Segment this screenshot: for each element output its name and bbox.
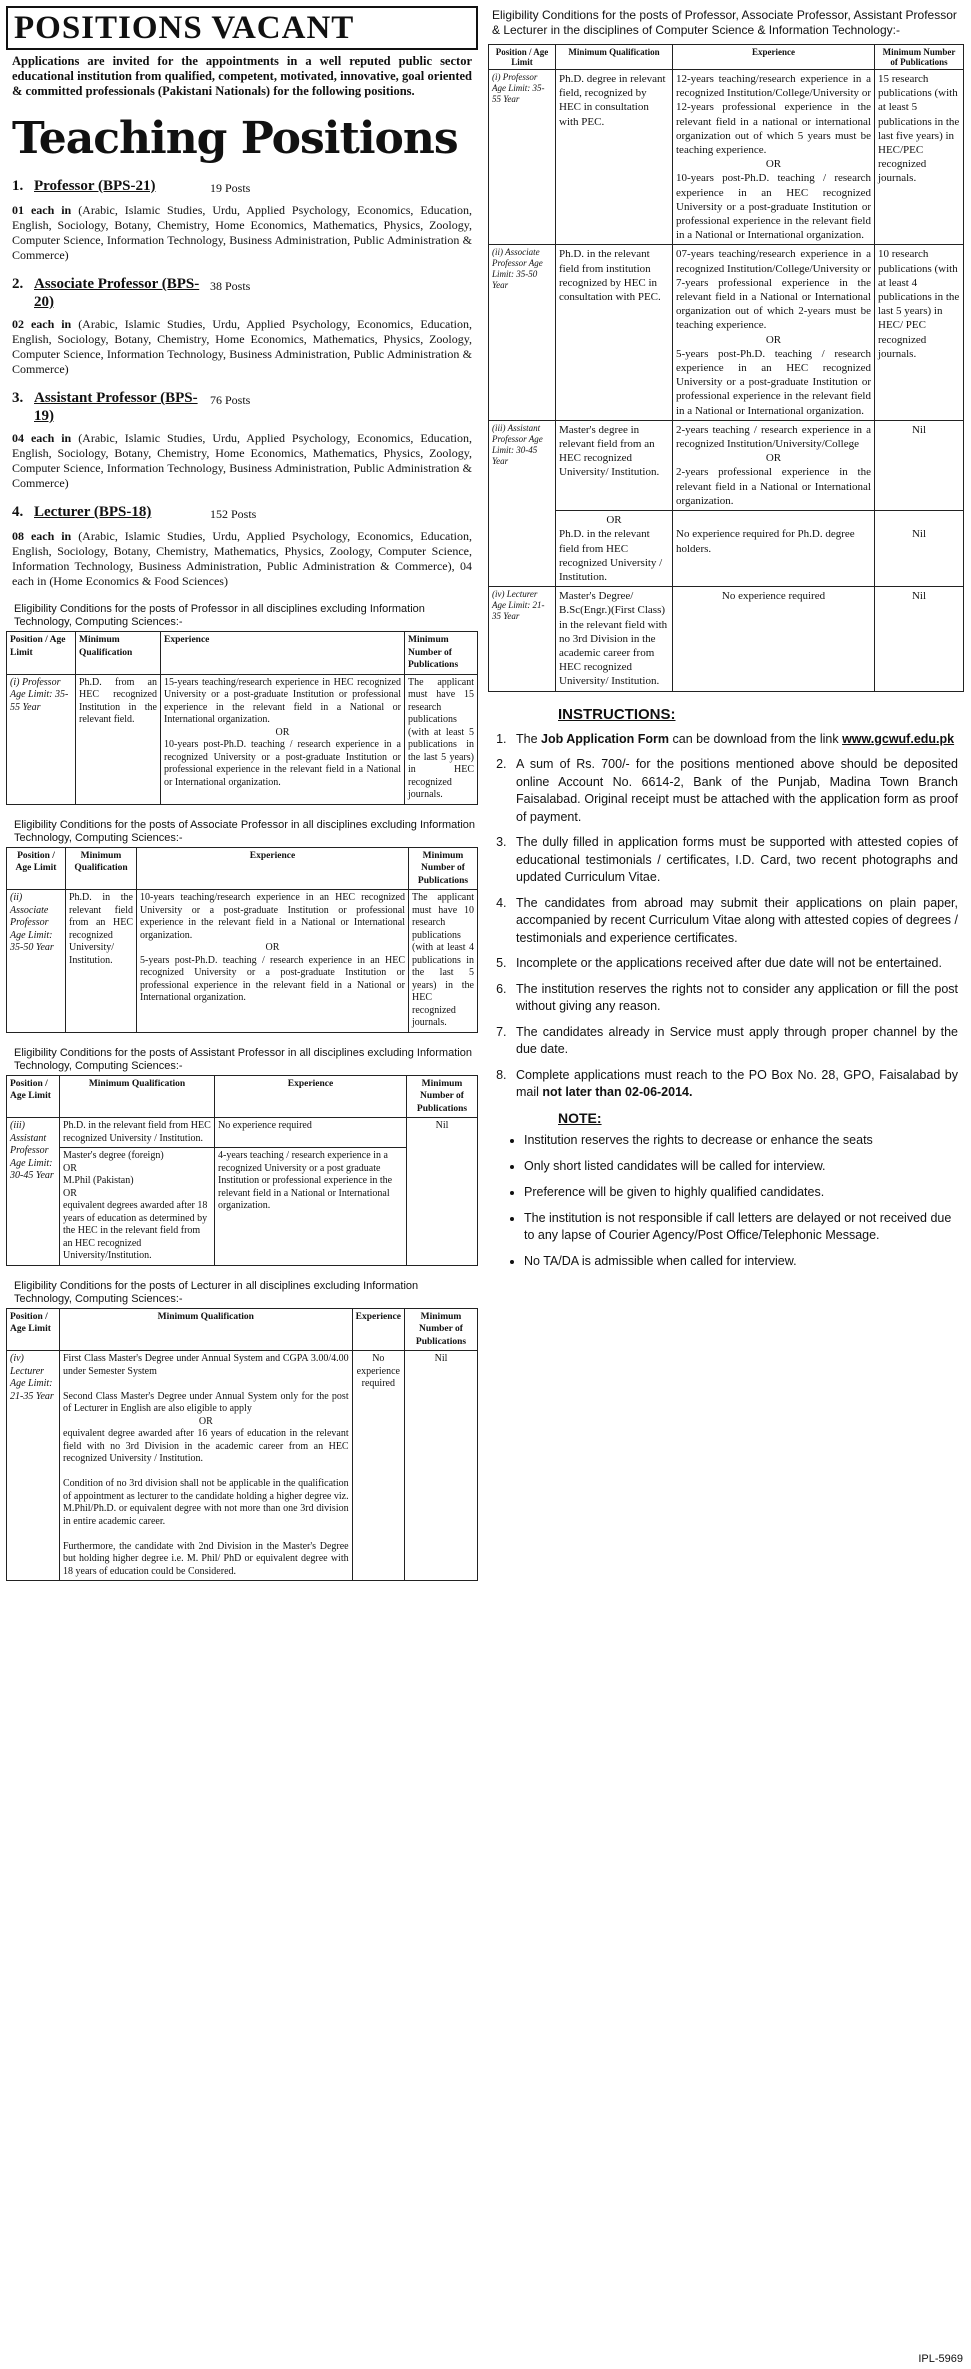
column-header: Experience: [673, 45, 875, 70]
experience-cell: 4-years teaching / research experience in a recognized University or a post graduate Institution or professional experience in the relevant field in a National or International organization.: [215, 1148, 407, 1266]
headline: POSITIONS VACANT: [6, 6, 478, 50]
post-disciplines: (Arabic, Islamic Studies, Urdu, Applied Psychology, Economics, Education, English, Sociology, Botany, Chemistry, Mathematics, Physics, Zoology, Computer Science, Information Technology, Business Administration, Public Administration & Commerce), 04 each in (Home Economics & Food Sciences): [12, 529, 472, 588]
experience-text: 10-years post-Ph.D. teaching / research experience in a recognized University or a post-graduate Institution or professional experience in the relevant field in a National or International organization.: [164, 739, 401, 788]
instructions-title: INSTRUCTIONS:: [558, 705, 676, 723]
post-lead: 01 each in: [12, 203, 72, 217]
qualification-text: Second Class Master's Degree under Annual System only for the post of Lecturer in English are also eligible to apply: [63, 1390, 349, 1414]
cs-eligibility-table: [488, 44, 964, 692]
post-count: 76 Posts: [210, 393, 251, 407]
lecturer-eligibility-caption: Eligibility Conditions for the posts of Lecturer in all disciplines excluding Information Technology, Computing Sciences:-: [14, 1279, 419, 1305]
qualification-text: Ph.D. in the relevant field from HEC recognized University / Institution.: [559, 528, 663, 583]
column-header: Position / Age Limit: [7, 1308, 60, 1351]
instruction-text: The candidates from abroad may submit their applications on plain paper, accompanied by recent Curriculum Vitae along with attested copies of degrees / testimonials and experience certificates.: [516, 895, 958, 945]
publications-cell: 10 research publications (with at least 4 publications in the last 5 years) in HEC/ PEC recognized journals.: [875, 245, 964, 420]
list-item: • The institution is not responsible if call letters are delayed or not received due to any lapse of Courier Agency/Post Office/Telephonic Message.: [524, 1210, 958, 1244]
instruction-text: The candidates already in Service must apply through proper channel by the due date.: [516, 1024, 958, 1057]
post-title: Professor (BPS-21): [34, 178, 156, 194]
list-item: [510, 731, 958, 749]
left-column: [6, 6, 478, 1581]
note-title: NOTE:: [558, 1109, 602, 1126]
experience-text: 12-years teaching/research experience in a recognized Institution/College/University or 12-years professional experience in the relevant field in a national or international organization out of which 5 years must be teaching experience.: [676, 73, 871, 157]
column-header: Minimum Number of Publications: [409, 847, 478, 890]
experience-cell: No experience required: [673, 587, 875, 691]
qualification-cell: Ph.D. from an HEC recognized Institution in the relevant field.: [76, 674, 161, 804]
list-item: • Preference will be given to highly qualified candidates.: [524, 1184, 958, 1201]
qualification-cell: Master's degree in relevant field from an HEC recognized University/ Institution.: [556, 420, 673, 510]
experience-cell: [673, 511, 875, 587]
intro-text: Applications are invited for the appointments in a well reputed public sector educational institution from qualified, competent, motivated, innovative, goal oriented & committed professionals (Pakistani Nationals) for the following positions.: [12, 54, 472, 98]
column-header: Minimum Number of Publications: [875, 45, 964, 70]
or-label: OR: [765, 158, 782, 171]
assistant-eligibility-table: [6, 1075, 478, 1266]
column-header: Position / Age Limit: [489, 45, 556, 70]
column-header: Minimum Qualification: [556, 45, 673, 70]
associate-eligibility-caption: Eligibility Conditions for the posts of Associate Professor in all disciplines excluding Information Technology, Computing Sciences:-: [14, 818, 476, 844]
column-header: Minimum Qualification: [66, 847, 137, 890]
post-disciplines: (Arabic, Islamic Studies, Urdu, Applied Psychology, Economics, Education, English, Sociology, Botany, Chemistry, Home Economics, Mathematics, Physics, Zoology, Computer Science, Information Technology, Business Administration, Public Administration & Commerce): [12, 317, 472, 376]
table-row: [489, 420, 964, 510]
publications-cell: [875, 511, 964, 587]
publications-cell: The applicant must have 10 research publications (with at least 4 publications in the last 5 years) in the HEC recognized journals.: [409, 890, 478, 1033]
instruction-text: The dully filled in application forms must be supported with attested copies of educational testimonials / certificates, I.D. Card, two recent photographs and updated Curriculum Vitae.: [516, 835, 958, 885]
deadline-date: not later than 02-06-2014.: [542, 1085, 693, 1100]
experience-cell: No experience required: [352, 1351, 404, 1581]
qualification-cell: [60, 1148, 215, 1266]
qualification-cell: Ph.D. in the relevant field from HEC recognized University / Institution.: [60, 1118, 215, 1148]
column-header: Minimum Qualification: [60, 1075, 215, 1118]
position-cell: (ii) Associate Professor Age Limit: 35-50 Year: [7, 890, 66, 1033]
post-title: Associate Professor (BPS-20): [34, 276, 200, 310]
experience-cell: [137, 890, 409, 1033]
experience-text: No experience required for Ph.D. degree holders.: [676, 528, 855, 555]
experience-text: 15-years teaching/research experience in HEC recognized University or a post-graduate Institution or professional experience in the relevant field in a National or International organization.: [164, 676, 401, 725]
qualification-text: Master's degree (foreign): [63, 1150, 164, 1161]
publications-text: Nil: [911, 528, 927, 541]
qualification-text: Furthermore, the candidate with 2nd Division in the Master's Degree but holding higher degree i.e. M. Phil/ PhD or equivalent degree with 18 years of education could be Considered.: [63, 1540, 349, 1577]
instruction-text: A sum of Rs. 700/- for the positions mentioned above should be deposited online Account No. 6614-2, Bank of the Punjab, Madina Town Branch Faisalabad. Original receipt must be attached with the application form as proof of payment.: [516, 757, 958, 824]
column-header: Experience: [215, 1075, 407, 1118]
experience-text: 5-years post-Ph.D. teaching / research experience in an HEC recognized University or a post-graduate Institution or professional experience in the relevant field in a National or International organization.: [140, 954, 405, 1003]
post-disciplines: (Arabic, Islamic Studies, Urdu, Applied Psychology, Economics, Education, English, Sociology, Botany, Chemistry, Home Economics, Mathematics, Physics, Zoology, Computer Science, Information Technology, Business Administration, Public Administration & Commerce): [12, 203, 472, 262]
post-title: Lecturer (BPS-18): [34, 504, 152, 520]
column-header: Minimum Number of Publications: [405, 1308, 478, 1351]
instruction-text: The institution reserves the rights not to consider any application or fill the post without giving any reason.: [516, 981, 958, 1014]
associate-eligibility-table: [6, 847, 478, 1033]
post-count: 19 Posts: [210, 181, 251, 195]
qualification-cell: Ph.D. degree in relevant field, recognized by HEC in consultation with PEC.: [556, 70, 673, 245]
right-column: [488, 6, 964, 1279]
column-header: Minimum Number of Publications: [407, 1075, 478, 1118]
professor-eligibility-table: [6, 631, 478, 805]
publications-cell: Nil: [875, 587, 964, 691]
table-row: [7, 1118, 478, 1148]
or-label: OR: [606, 514, 622, 527]
post-number: 3.: [12, 390, 24, 406]
lecturer-eligibility-table: [6, 1308, 478, 1582]
experience-cell: [673, 245, 875, 420]
table-row: [489, 511, 964, 587]
post-number: 2.: [12, 276, 24, 292]
post-lead: 08 each in: [12, 529, 72, 543]
or-label: OR: [765, 452, 782, 465]
post-assistant-professor: [12, 389, 472, 491]
qualification-cell: Ph.D. in the relevant field from institution recognized by HEC in consultation with PEC.: [556, 245, 673, 420]
table-row: [7, 1351, 478, 1581]
qualification-cell: [60, 1351, 353, 1581]
qualification-text: equivalent degrees awarded after 18 years of education as determined by the HEC in the relevant field from an HEC recognized University/Institution.: [63, 1200, 208, 1261]
position-cell: (iv) Lecturer Age Limit: 21-35 Year: [489, 587, 556, 691]
list-item: • Institution reserves the rights to decrease or enhance the seats: [524, 1132, 958, 1149]
post-lead: 02 each in: [12, 317, 72, 331]
column-header: Minimum Qualification: [76, 632, 161, 675]
list-item: [510, 981, 958, 1016]
position-cell: (iii) Assistant Professor Age Limit: 30-45 Year: [7, 1118, 60, 1266]
qualification-text: M.Phil (Pakistan): [63, 1175, 134, 1186]
assistant-eligibility-caption: Eligibility Conditions for the posts of Assistant Professor in all disciplines excluding Information Technology, Computing Sciences:-: [14, 1046, 472, 1072]
position-cell: (iii) Assistant Professor Age Limit: 30-45 Year: [489, 420, 556, 586]
experience-cell: [673, 70, 875, 245]
experience-text: 10-years post-Ph.D. teaching / research experience in an HEC recognized University or a post-graduate Institution or professional experience in the relevant field in a National or International organization.: [676, 172, 871, 242]
instructions-list: [488, 731, 964, 1102]
experience-text: 5-years post-Ph.D. teaching / research experience in an HEC recognized University or a post-graduate Institution or professional experience in the relevant field in a National or International organization.: [676, 347, 871, 417]
post-lecturer: [12, 503, 472, 589]
qualification-text: First Class Master's Degree under Annual System and CGPA 3.00/4.00 under Semester System: [63, 1353, 349, 1377]
post-title: Assistant Professor (BPS-19): [34, 390, 198, 424]
or-label: OR: [275, 726, 290, 738]
publications-cell: Nil: [407, 1118, 478, 1266]
professor-eligibility-caption: Eligibility Conditions for the posts of Professor in all disciplines excluding Information Technology, Computing Sciences:-: [14, 603, 425, 628]
column-header: Position / Age Limit: [7, 1075, 60, 1118]
website-link[interactable]: www.gcwuf.edu.pk: [842, 731, 955, 746]
instruction-bold: Job Application Form: [541, 731, 670, 746]
column-header: Experience: [352, 1308, 404, 1351]
list-item: [510, 834, 958, 887]
qualification-text: Condition of no 3rd division shall not be applicable in the qualification of appointment as lecturer to the candidate holding a higher degree viz. M.Phil/Ph.D. or equivalent degree with not more than one 3rd division in entire academic career.: [63, 1478, 349, 1527]
publications-cell: 15 research publications (with at least 5 publications in the last five years) in HEC/PEC recognized journals.: [875, 70, 964, 245]
instruction-text: The: [516, 731, 542, 746]
instruction-text: Incomplete or the applications received after due date will not be entertained.: [516, 956, 942, 971]
or-label: OR: [198, 1415, 213, 1427]
or-label: OR: [265, 942, 280, 953]
post-count: 38 Posts: [210, 279, 251, 293]
or-label: OR: [63, 1187, 77, 1199]
experience-cell: No experience required: [215, 1118, 407, 1148]
list-item: [510, 895, 958, 948]
qualification-cell: Ph.D. in the relevant field from an HEC recognized University/ Institution.: [66, 890, 137, 1033]
list-item: [510, 756, 958, 826]
or-label: OR: [765, 333, 782, 346]
column-header: Experience: [161, 632, 405, 675]
table-row: [489, 587, 964, 691]
experience-text: 2-years teaching / research experience in a recognized Institution/University/College: [676, 423, 871, 451]
experience-cell: [673, 420, 875, 510]
list-item: [510, 1024, 958, 1059]
post-disciplines: (Arabic, Islamic Studies, Urdu, Applied Psychology, Economics, Education, English, Sociology, Botany, Chemistry, Home Economics, Mathematics, Physics, Zoology, Computer Science, Information Technology, Business Administration, Public Administration & Commerce): [12, 431, 472, 490]
experience-text: 2-years professional experience in the relevant field in a National or International organization.: [676, 466, 871, 507]
list-item: • No TA/DA is admissible when called for interview.: [524, 1253, 958, 1270]
position-cell: (ii) Associate Professor Age Limit: 35-50 Year: [489, 245, 556, 420]
post-number: 4.: [12, 504, 24, 520]
post-professor: [12, 177, 472, 263]
table-row: [7, 890, 478, 1033]
column-header: Minimum Qualification: [60, 1308, 353, 1351]
post-lead: 04 each in: [12, 431, 72, 445]
experience-text: 07-years teaching/research experience in a recognized Institution/College/University or 7-years professional experience in the relevant field in a National or International organization out of which 2-years must be teaching experience.: [676, 248, 871, 332]
qualification-text: equivalent degree awarded after 16 years of education in the relevant field with no 3rd Division in the academic career from an HEC recognized University / Institution.: [63, 1428, 349, 1464]
instruction-text: Complete applications must reach to the PO Box No. 28, GPO, Faisalabad by mail: [516, 1067, 958, 1100]
ipl-reference: IPL-5969: [918, 2353, 963, 2365]
table-row: [489, 245, 964, 420]
position-cell: (iv) Lecturer Age Limit: 21-35 Year: [7, 1351, 60, 1581]
notes-list: [488, 1132, 964, 1270]
list-item: [510, 1067, 958, 1102]
column-header: Position / Age Limit: [7, 847, 66, 890]
qualification-cell: Master's Degree/ B.Sc(Engr.)(First Class) in the relevant field with no 3rd Division in the academic career from HEC recognized University/ Institution.: [556, 587, 673, 691]
list-item: [510, 955, 958, 973]
column-header: Experience: [137, 847, 409, 890]
column-header: Position / Age Limit: [7, 632, 76, 675]
experience-cell: [161, 674, 405, 804]
or-label: OR: [63, 1162, 77, 1174]
teaching-positions-title: Teaching Positions: [12, 113, 458, 164]
publications-cell: The applicant must have 15 research publications (with at least 5 publications in the last 5 years) in HEC recognized journals.: [405, 674, 478, 804]
column-header: Minimum Number of Publications: [405, 632, 478, 675]
position-cell: (i) Professor Age Limit: 35-55 Year: [489, 70, 556, 245]
qualification-cell: [556, 511, 673, 587]
table-row: [7, 674, 478, 804]
publications-cell: Nil: [875, 420, 964, 510]
list-item: • Only short listed candidates will be called for interview.: [524, 1158, 958, 1175]
experience-text: 10-years teaching/research experience in an HEC recognized University or a post-graduate Institution or professional experience in the relevant field in a National or International organization.: [140, 892, 405, 941]
publications-cell: Nil: [405, 1351, 478, 1581]
post-number: 1.: [12, 178, 24, 194]
instruction-text: can be download from the link: [669, 731, 843, 746]
table-row: [489, 70, 964, 245]
cs-eligibility-caption: Eligibility Conditions for the posts of Professor, Associate Professor, Assistant Professor & Lecturer in the disciplines of Computer Science & Information Technology:-: [492, 8, 957, 37]
post-associate-professor: [12, 275, 472, 377]
position-cell: (i) Professor Age Limit: 35-55 Year: [7, 674, 76, 804]
post-count: 152 Posts: [210, 507, 257, 521]
